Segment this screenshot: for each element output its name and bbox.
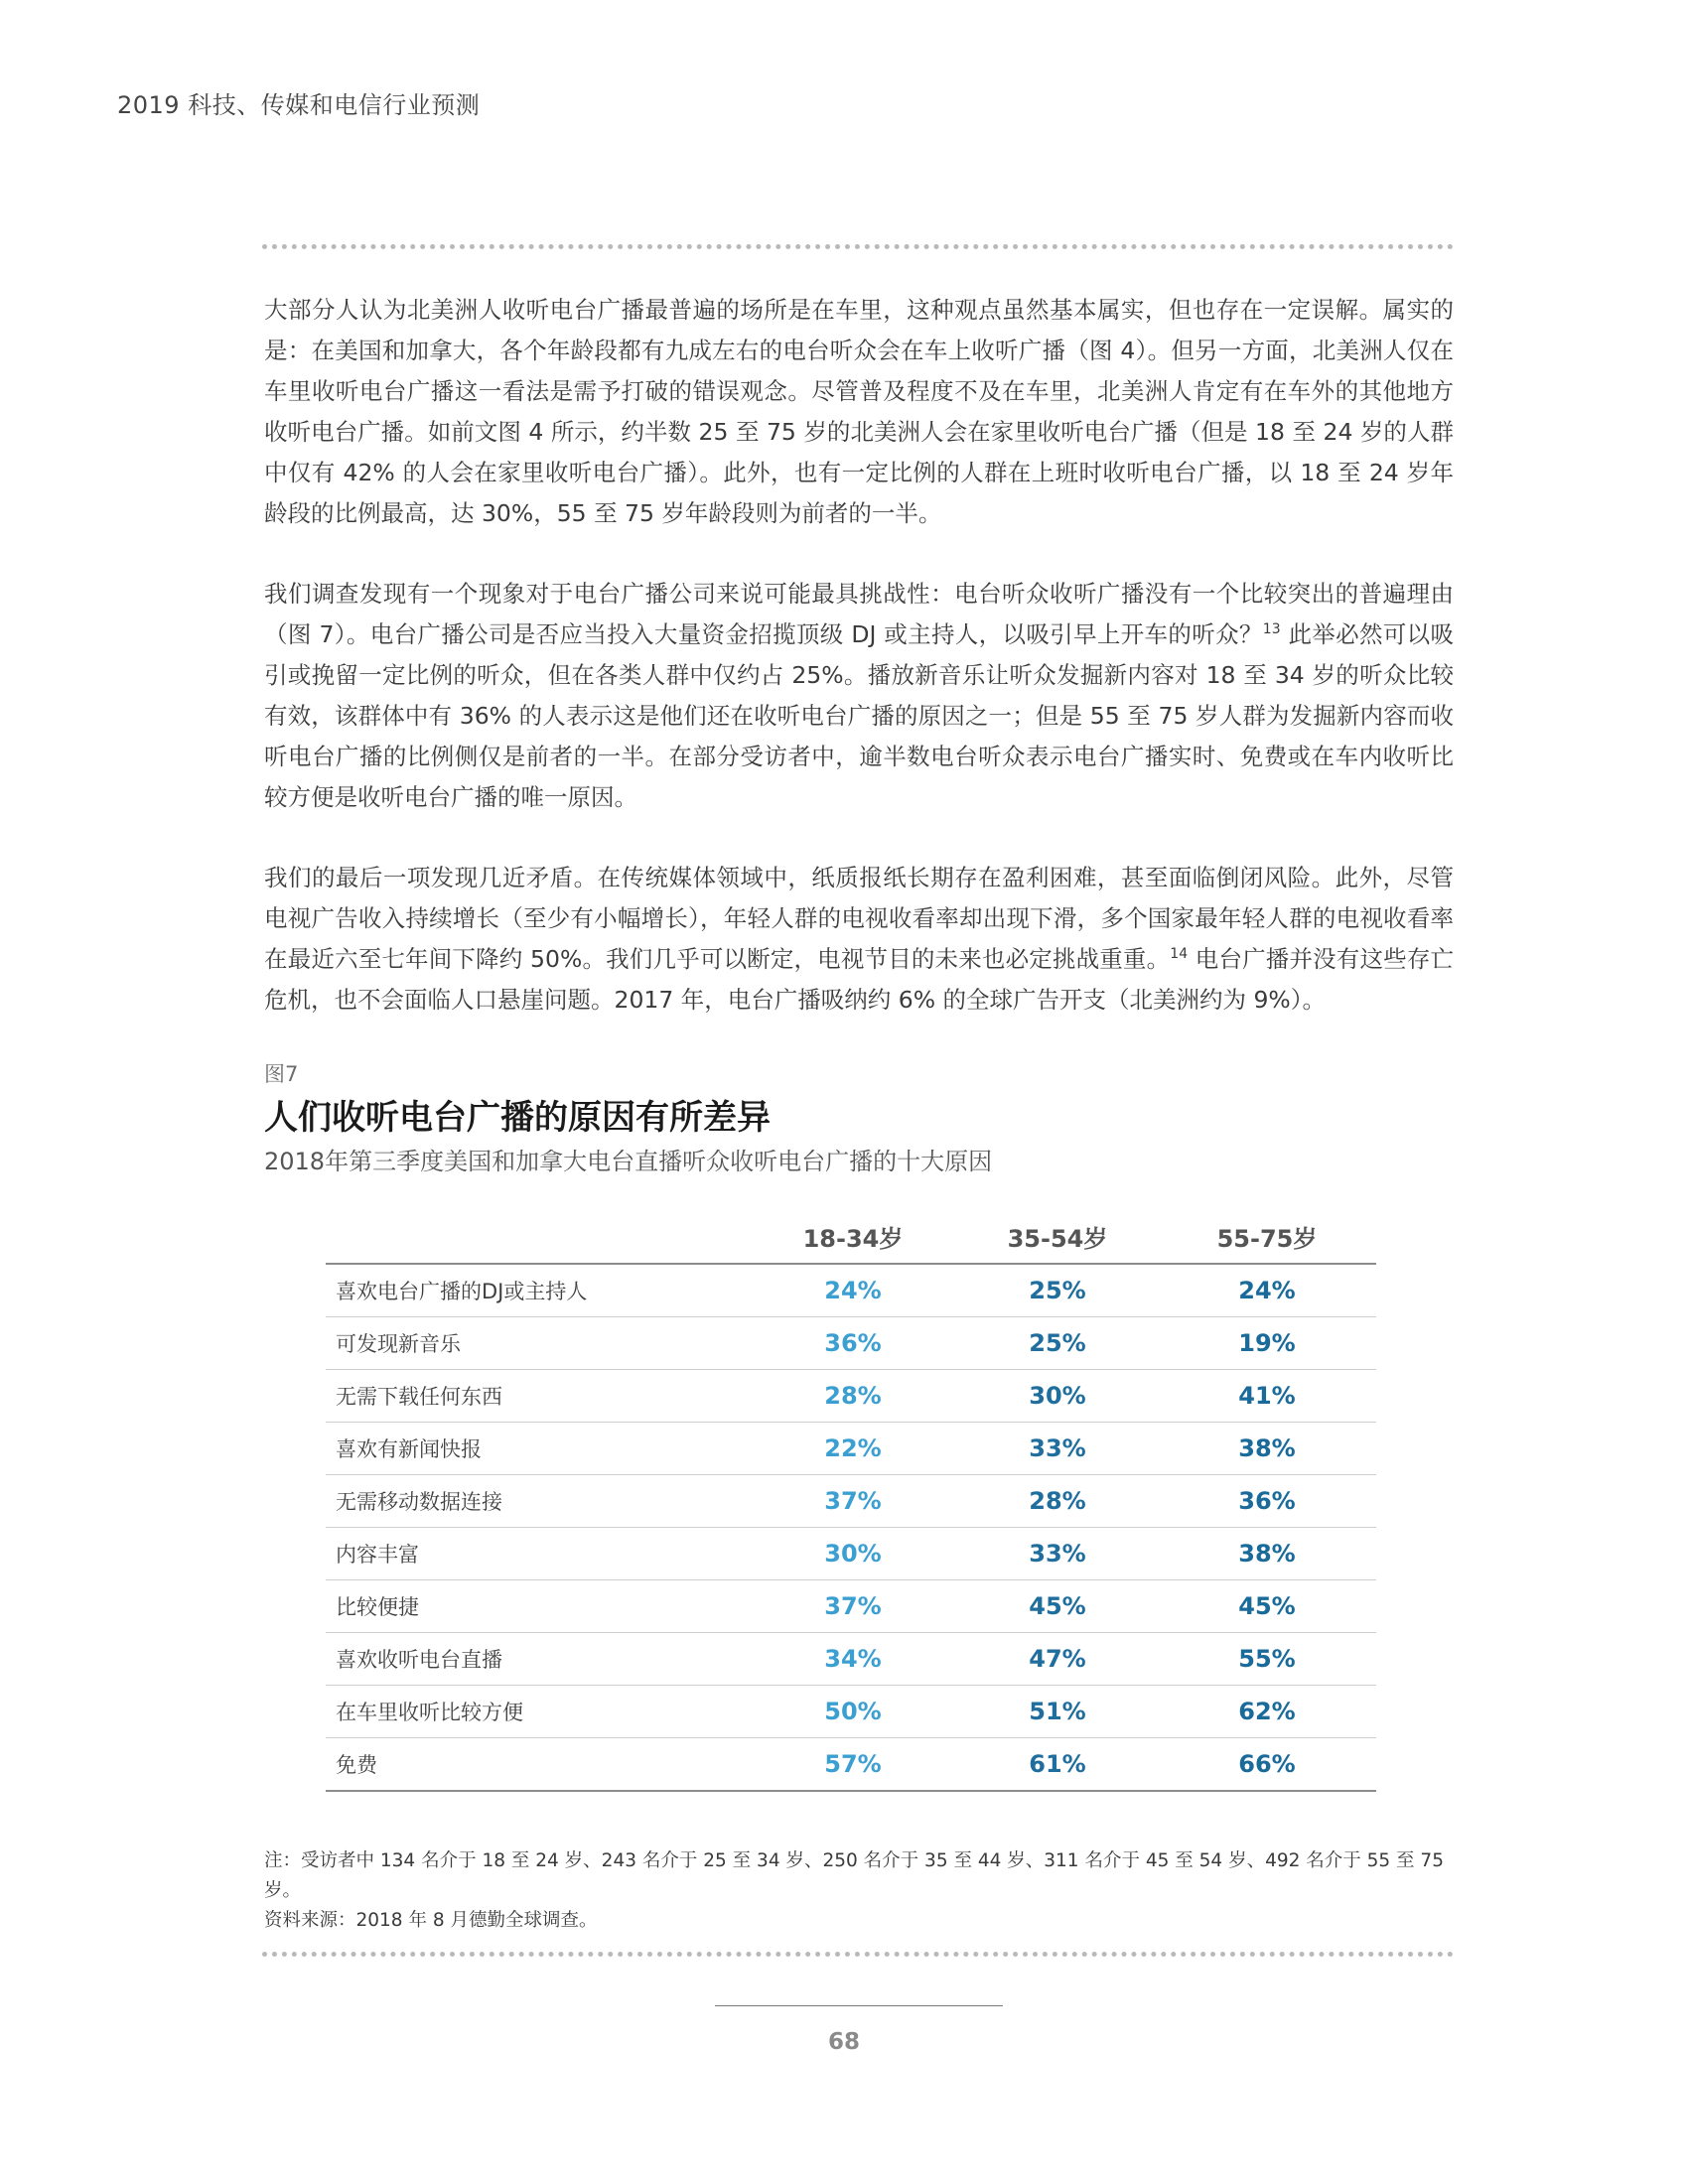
paragraph-1: 大部分人认为北美洲人收听电台广播最普遍的场所是在车里，这种观点虽然基本属实，但也存在一定误解。属实的是：在美国和加拿大，各个年龄段都有九成左右的电台听众会在车上收听广播（图 4）。但另一方面，北美洲人仅在车里收听电台广播这一看法是需予打破的错误观念。尽管普及程度不及在车里，北美洲人肯定有在车外的其他地方收听电台广播。如前文图 4 所示，约半数 25 至 75 岁的北美洲人会在家里收听电台广播（但是 18 至 24 岁的人群中仅有 42% 的人会在家里收听电台广播）。此外，也有一定比例的人群在上班时收听电台广播，以 18 至 24 岁年龄段的比例最高，达 30%，55 至 75 岁年龄段则为前者的一半。 xyxy=(264,296,1454,527)
table-row xyxy=(326,1738,1376,1792)
paragraph-3-text-b: 电台广播并没有这些存亡危机，也不会面临人口悬崖问题。2017 年，电台广播吸纳约 6% 的全球广告开支（北美洲约为 9%）。 xyxy=(264,945,1454,1014)
value-cell: 38% xyxy=(1158,1423,1376,1475)
paragraph-2-text-b: 此举必然可以吸引或挽留一定比例的听众，但在各类人群中仅约占 25%。播放新音乐让听众发掘新内容对 18 至 34 岁的听众比较有效，该群体中有 36% 的人表示这是他们还在收听电台广播的原因之一；但是 55 至 75 岁人群为发掘新内容而收听电台广播的比例侧仅是前者的一半。在部分受访者中，逾半数电台听众表示电台广播实时、免费或在车内收听比较方便是收听电台广播的唯一原因。 xyxy=(264,620,1455,811)
value-cell: 22% xyxy=(749,1423,957,1475)
value-cell: 50% xyxy=(749,1686,957,1738)
value-cell: 47% xyxy=(957,1633,1158,1686)
value-cell: 24% xyxy=(1158,1264,1376,1317)
table-row xyxy=(326,1264,1376,1317)
value-cell: 37% xyxy=(749,1580,957,1633)
footnote-13: 13 xyxy=(1262,621,1281,638)
page-number: 68 xyxy=(827,2029,860,2055)
table-row xyxy=(326,1686,1376,1738)
value-cell: 37% xyxy=(749,1475,957,1528)
value-cell: 61% xyxy=(957,1738,1158,1792)
table-row xyxy=(326,1370,1376,1423)
figure-notes xyxy=(264,1846,1476,1936)
value-cell: 36% xyxy=(1158,1475,1376,1528)
note-text: 注：受访者中 134 名介于 18 至 24 岁、243 名介于 25 至 34 岁、250 名介于 35 至 44 岁、311 名介于 45 至 54 岁、492 名介于 55 至 75 岁。 xyxy=(264,1850,1444,1901)
value-cell: 36% xyxy=(749,1317,957,1370)
table-row xyxy=(326,1528,1376,1580)
reason-label: 喜欢收听电台直播 xyxy=(326,1633,749,1686)
paragraph-2-text-a: 我们调查发现有一个现象对于电台广播公司来说可能最具挑战性：电台听众收听广播没有一个比较突出的普遍理由（图 7）。电台广播公司是否应当投入大量资金招揽顶级 DJ 或主持人，以吸引早上开车的听众？ xyxy=(264,580,1454,648)
top-dotted-divider xyxy=(262,244,1454,249)
table-row xyxy=(326,1423,1376,1475)
value-cell: 55% xyxy=(1158,1633,1376,1686)
figure-label: 图7 xyxy=(264,1062,299,1086)
paragraph-2 xyxy=(264,574,1454,818)
body-text xyxy=(264,290,1454,1060)
table-row xyxy=(326,1317,1376,1370)
reasons-table xyxy=(326,1209,1376,1792)
bottom-dotted-divider xyxy=(262,1952,1454,1957)
paragraph-3-text-a: 我们的最后一项发现几近矛盾。在传统媒体领域中，纸质报纸长期存在盈利困难，甚至面临倒闭风险。此外，尽管电视广告收入持续增长（至少有小幅增长），年轻人群的电视收看率却出现下滑，多个国家最年轻人群的电视收看率在最近六至七年间下降约 50%。我们几乎可以断定，电视节目的未来也必定挑战重重。 xyxy=(264,864,1454,973)
figure-subtitle: 2018年第三季度美国和加拿大电台直播听众收听电台广播的十大原因 xyxy=(264,1148,993,1175)
table-body xyxy=(326,1264,1376,1791)
value-cell: 28% xyxy=(749,1370,957,1423)
value-cell: 45% xyxy=(957,1580,1158,1633)
value-cell: 45% xyxy=(1158,1580,1376,1633)
column-header-18-34: 18-34岁 xyxy=(749,1209,957,1264)
source-text: 资料来源：2018 年 8 月德勤全球调查。 xyxy=(264,1910,598,1931)
value-cell: 41% xyxy=(1158,1370,1376,1423)
reason-label: 在车里收听比较方便 xyxy=(326,1686,749,1738)
header-reason-cell xyxy=(326,1209,749,1264)
reason-label: 喜欢有新闻快报 xyxy=(326,1423,749,1475)
reason-label: 比较便捷 xyxy=(326,1580,749,1633)
value-cell: 25% xyxy=(957,1264,1158,1317)
table-header-row xyxy=(326,1209,1376,1264)
value-cell: 30% xyxy=(749,1528,957,1580)
footer-rule xyxy=(715,2005,1003,2006)
value-cell: 33% xyxy=(957,1423,1158,1475)
value-cell: 33% xyxy=(957,1528,1158,1580)
reason-label: 无需下载任何东西 xyxy=(326,1370,749,1423)
table-row xyxy=(326,1633,1376,1686)
column-header-55-75: 55-75岁 xyxy=(1158,1209,1376,1264)
reason-label: 喜欢电台广播的DJ或主持人 xyxy=(326,1264,749,1317)
figure-title: 人们收听电台广播的原因有所差异 xyxy=(264,1098,771,1138)
reason-label: 无需移动数据连接 xyxy=(326,1475,749,1528)
value-cell: 19% xyxy=(1158,1317,1376,1370)
table-row xyxy=(326,1475,1376,1528)
value-cell: 25% xyxy=(957,1317,1158,1370)
table-row xyxy=(326,1580,1376,1633)
value-cell: 38% xyxy=(1158,1528,1376,1580)
reason-label: 可发现新音乐 xyxy=(326,1317,749,1370)
value-cell: 28% xyxy=(957,1475,1158,1528)
footnote-14: 14 xyxy=(1170,946,1189,963)
paragraph-3 xyxy=(264,858,1454,1021)
value-cell: 34% xyxy=(749,1633,957,1686)
column-header-35-54: 35-54岁 xyxy=(957,1209,1158,1264)
value-cell: 57% xyxy=(749,1738,957,1792)
reason-label: 内容丰富 xyxy=(326,1528,749,1580)
value-cell: 62% xyxy=(1158,1686,1376,1738)
value-cell: 66% xyxy=(1158,1738,1376,1792)
running-header: 2019 科技、传媒和电信行业预测 xyxy=(117,91,481,119)
reason-label: 免费 xyxy=(326,1738,749,1792)
value-cell: 51% xyxy=(957,1686,1158,1738)
value-cell: 24% xyxy=(749,1264,957,1317)
value-cell: 30% xyxy=(957,1370,1158,1423)
